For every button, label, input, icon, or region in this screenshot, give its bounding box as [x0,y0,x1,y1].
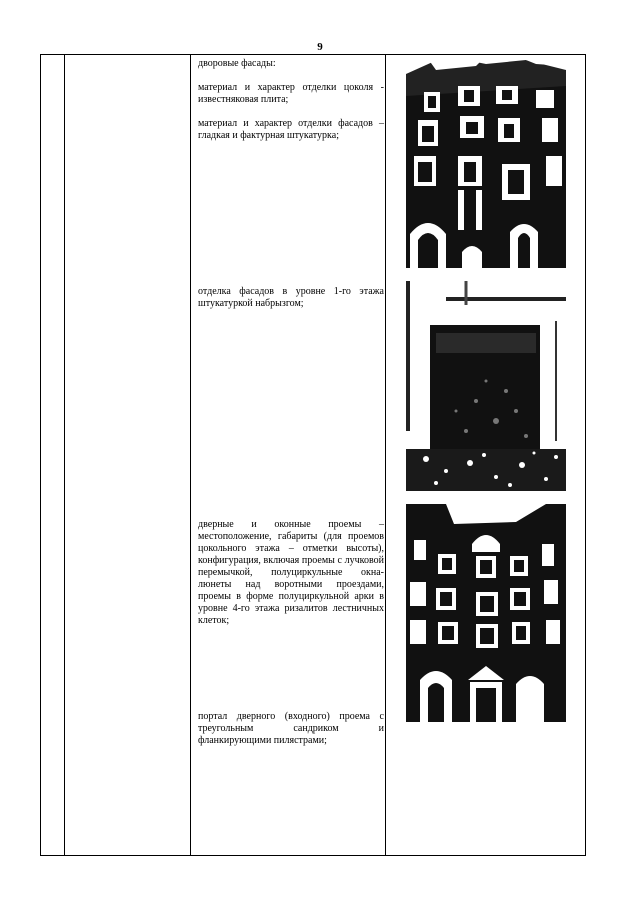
facade-material-text: материал и характер отделки фасадов – гладкая и фактурная штукатурка; [198,118,384,141]
page-number: 9 [317,41,323,53]
ground-floor-finish-text: отделка фасадов в уровне 1-го этажа штукатуркой набрызгом; [198,286,384,309]
description-table [40,54,586,856]
courtyard-facades-text [198,58,384,142]
courtyard-facade-photo-2 [406,504,566,722]
column-divider-2 [190,55,191,855]
plinth-material-text: материал и характер отделки цоколя - известняковая плита; [198,82,384,105]
column-divider-3 [385,55,386,855]
courtyard-facade-photo-1 [406,56,566,268]
openings-text: дверные и оконные проемы – местоположение, габариты (для проемов цокольного этажа – отметки высоты), конфигурация, включая проемы с лучковой перемычкой, полуциркульные окна-люнеты над воротными проездами, проемы в форме полуциркульной арки в уровне 4-го этажа ризалитов лестничных клеток; [198,519,384,626]
column-divider-1 [64,55,65,855]
ground-floor-texture-photo [406,281,566,491]
portal-text: портал дверного (входного) проема с треугольным сандриком и фланкирующими пилястрами; [198,711,384,746]
courtyard-heading: дворовые фасады: [198,58,276,69]
